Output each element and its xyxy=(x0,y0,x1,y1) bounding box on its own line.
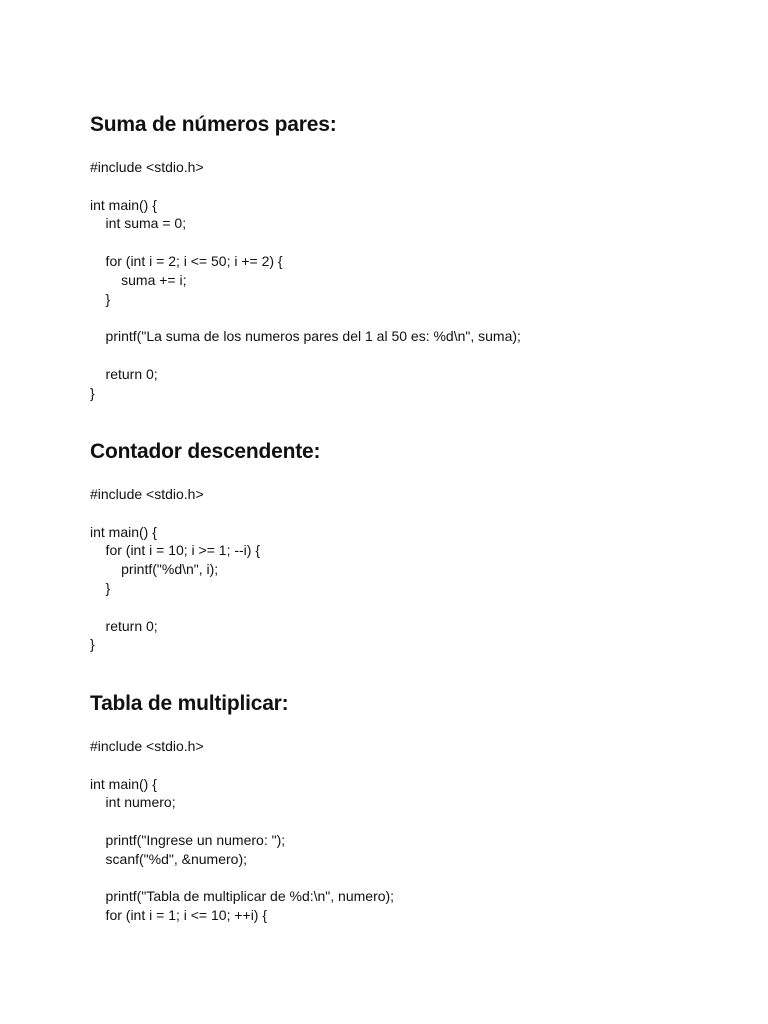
code-line: } xyxy=(90,290,111,307)
code-line: #include <stdio.h> xyxy=(90,159,204,175)
code-line: int suma = 0; xyxy=(90,215,187,232)
code-line: } xyxy=(90,384,95,401)
code-line xyxy=(90,346,728,365)
code-line: } xyxy=(90,636,95,653)
code-block xyxy=(90,485,728,654)
code-line: #include <stdio.h> xyxy=(90,738,204,754)
code-line: return 0; xyxy=(90,365,158,382)
code-line: for (int i = 1; i <= 10; ++i) { xyxy=(90,907,268,924)
code-line xyxy=(90,869,728,888)
code-line: printf("Tabla de multiplicar de %d:\n", numero); xyxy=(90,888,395,905)
code-line: printf("La suma de los numeros pares del 1 al 50 es: %d\n", suma); xyxy=(90,328,521,345)
section-tabla-multiplicar xyxy=(90,690,728,925)
code-line: #include <stdio.h> xyxy=(90,486,204,502)
code-line: return 0; xyxy=(90,617,158,634)
section-suma-pares xyxy=(90,111,728,402)
code-line: scanf("%d", &numero); xyxy=(90,850,247,867)
code-line: for (int i = 10; i >= 1; --i) { xyxy=(90,542,261,559)
code-line: int main() { xyxy=(90,775,157,792)
code-line xyxy=(90,504,728,523)
code-line xyxy=(90,233,728,252)
code-block xyxy=(90,737,728,925)
code-line: int numero; xyxy=(90,794,176,811)
code-line xyxy=(90,308,728,327)
code-line xyxy=(90,598,728,617)
code-line: printf("%d\n", i); xyxy=(90,561,219,578)
code-line xyxy=(90,177,728,196)
code-line: int main() { xyxy=(90,196,157,213)
code-line: } xyxy=(90,579,111,596)
code-line: int main() { xyxy=(90,523,157,540)
code-line: for (int i = 2; i <= 50; i += 2) { xyxy=(90,252,283,269)
code-block xyxy=(90,158,728,402)
code-line xyxy=(90,812,728,831)
code-line xyxy=(90,756,728,775)
section-heading: Suma de números pares: xyxy=(90,113,337,136)
code-line: suma += i; xyxy=(90,271,187,288)
section-contador-descendente xyxy=(90,438,728,654)
code-line: printf("Ingrese un numero: "); xyxy=(90,831,286,848)
section-heading: Tabla de multiplicar: xyxy=(90,692,289,715)
section-heading: Contador descendente: xyxy=(90,440,321,463)
